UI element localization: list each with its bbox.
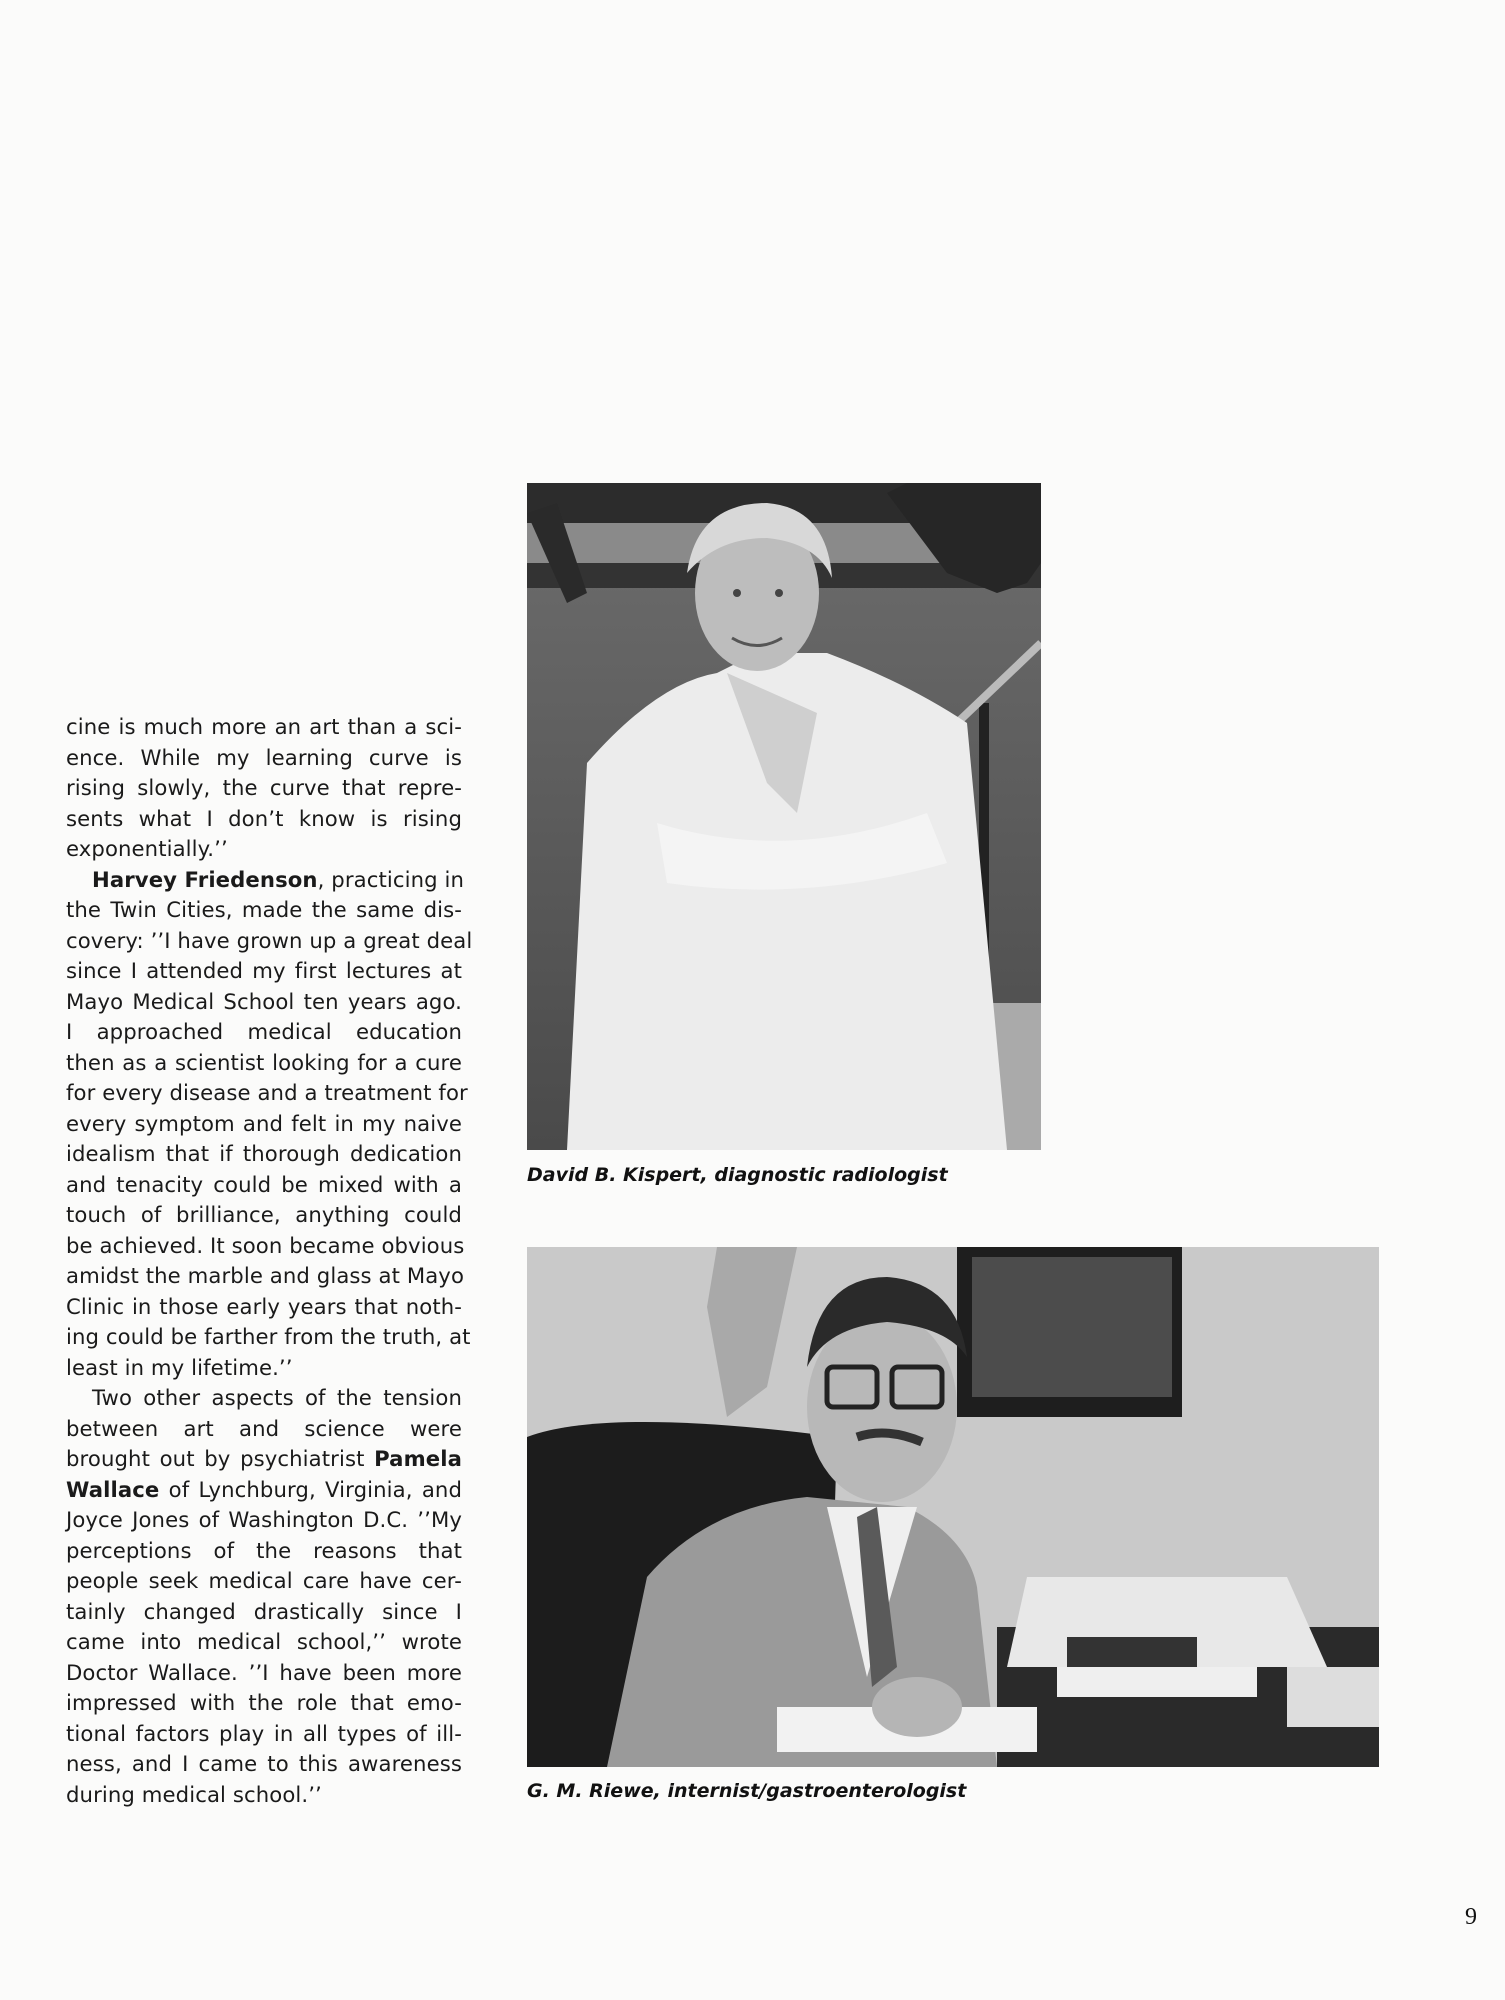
text-line: least in my lifetime.’’ — [66, 1354, 293, 1380]
text-line: people seek medical care have cer- — [66, 1568, 462, 1593]
text-line: idealism that if thorough dedication — [66, 1141, 462, 1166]
text-line: impressed with the role that emo- — [66, 1690, 462, 1715]
text-line: tional factors play in all types of ill- — [66, 1720, 462, 1746]
text-line: every symptom and felt in my naive — [66, 1110, 462, 1136]
text-line: rising slowly, the curve that repre- — [66, 775, 462, 800]
text-line: sents what I don’t know is rising — [66, 805, 462, 831]
text-line: between art and science were — [66, 1415, 462, 1441]
text-line: exponentially.’’ — [66, 836, 228, 861]
portrait-image — [527, 483, 1041, 1150]
text-line: tainly changed drastically since I — [66, 1598, 462, 1624]
text-line: and tenacity could be mixed with a — [66, 1171, 462, 1197]
text-line: Clinic in those early years that noth- — [66, 1293, 462, 1319]
text-line: during medical school.’’ — [66, 1781, 322, 1807]
text-line: since I attended my first lectures at — [66, 958, 462, 983]
text-line: the Twin Cities, made the same dis- — [66, 897, 462, 922]
text-line: Wallace of Lynchburg, Virginia, and — [66, 1476, 462, 1502]
text-line: ness, and I came to this awareness — [66, 1751, 462, 1776]
photo-caption: David B. Kispert, diagnostic radiologist — [527, 1164, 948, 1186]
text-line: for every disease and a treatment for — [66, 1080, 468, 1105]
article-text-column — [66, 712, 473, 1810]
text-line: amidst the marble and glass at Mayo — [66, 1263, 465, 1288]
person-name: Pamela — [374, 1446, 462, 1471]
text-line: I approached medical education — [66, 1019, 462, 1044]
office-image — [527, 1247, 1379, 1767]
text-line: Two other aspects of the tension — [92, 1385, 462, 1410]
text-line: Mayo Medical School ten years ago. — [66, 988, 462, 1014]
person-name: Harvey Friedenson — [92, 866, 318, 892]
text-line: ing could be farther from the truth, at — [66, 1324, 471, 1349]
text-line: brought out by psychiatrist Pamela — [66, 1446, 462, 1471]
text-line: cine is much more an art than a sci- — [66, 714, 462, 739]
text-line: be achieved. It soon became obvious — [66, 1232, 465, 1258]
text-line: Joyce Jones of Washington D.C. ’’My — [66, 1507, 462, 1532]
text-line: ence. While my learning curve is — [66, 744, 462, 770]
text-line: Doctor Wallace. ’’I have been more — [66, 1659, 462, 1685]
text-line: then as a scientist looking for a cure — [66, 1049, 462, 1075]
photo-kispert — [527, 483, 1041, 1150]
person-name: Wallace — [66, 1476, 160, 1502]
page-number: 9 — [1465, 1904, 1477, 1930]
text-line: perceptions of the reasons that — [66, 1537, 462, 1563]
text-line: Harvey Friedenson, practicing in — [92, 866, 465, 892]
photo-caption: G. M. Riewe, internist/gastroenterologist — [527, 1780, 967, 1802]
photo-riewe — [527, 1247, 1379, 1767]
text-line: covery: ’’I have grown up a great deal — [66, 927, 473, 953]
text-line: came into medical school,’’ wrote — [66, 1629, 462, 1654]
text-line: touch of brilliance, anything could — [66, 1202, 462, 1227]
